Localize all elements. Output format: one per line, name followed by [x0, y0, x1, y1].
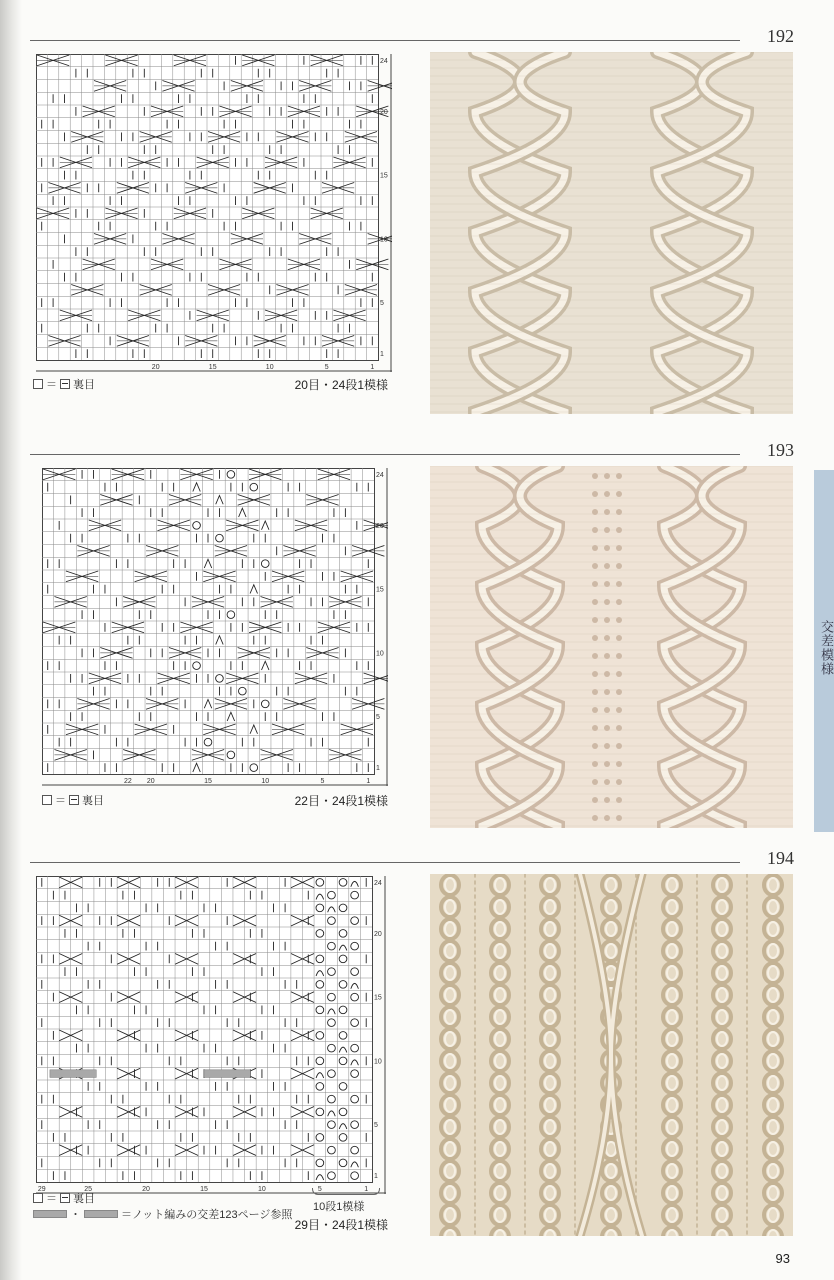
pattern-section-192	[0, 26, 834, 450]
swatch-photo	[430, 874, 793, 1236]
column-labels	[152, 364, 375, 371]
knitting-chart	[36, 876, 386, 1194]
row-label: 15	[380, 172, 388, 180]
column-label: 15	[208, 364, 217, 371]
column-label: 20	[142, 1186, 150, 1193]
swatch-photo	[430, 466, 793, 828]
repeat-info: 22目・24段1模様	[294, 794, 388, 808]
column-label: 1	[364, 1186, 369, 1193]
legend-equals: ＝	[46, 1193, 57, 1205]
column-label: 10	[261, 778, 270, 785]
legend-purl-label: 裏目	[73, 1193, 95, 1205]
knit-symbol-icon	[33, 1193, 43, 1203]
row-label: 20	[374, 930, 382, 938]
page-number: 93	[775, 1251, 790, 1266]
row-label: 5	[380, 300, 384, 308]
section-rule	[30, 862, 740, 863]
chart-legend	[42, 792, 104, 808]
repeat-info: 29目・24段1模様	[294, 1218, 388, 1232]
row-label: 1	[374, 1173, 378, 1181]
column-label: 1	[370, 364, 375, 371]
column-label: 15	[200, 1186, 208, 1193]
row-label: 10	[376, 650, 384, 658]
row-label: 15	[374, 994, 382, 1002]
chart-grid-lines	[36, 876, 373, 1183]
row-label: 24	[376, 471, 384, 479]
pattern-section-194	[0, 848, 834, 1272]
chart-legend	[33, 1190, 95, 1206]
knit-symbol-icon	[33, 379, 43, 389]
column-label: 1	[366, 778, 371, 785]
knit-symbol-icon	[42, 795, 52, 805]
column-label: 10	[258, 1186, 266, 1193]
pattern-number: 193	[761, 440, 794, 461]
sub-repeat-label: 10段1模様	[313, 1201, 365, 1213]
legend-equals: ＝	[46, 379, 57, 391]
row-labels	[376, 472, 384, 772]
column-label: 20	[151, 364, 160, 371]
knitting-chart	[42, 468, 388, 786]
column-label: 20	[146, 778, 155, 785]
knitting-chart	[36, 54, 392, 372]
row-label: 1	[380, 351, 384, 359]
row-label: 20	[376, 522, 384, 530]
chart-legend	[33, 376, 95, 392]
column-label: 15	[204, 778, 212, 785]
purl-symbol-icon	[69, 795, 79, 805]
knot-cross-symbol-icon	[84, 1210, 118, 1218]
purl-symbol-icon	[60, 1193, 70, 1203]
pattern-number: 194	[761, 848, 794, 869]
column-label: 29	[37, 1186, 46, 1193]
sub-repeat-bracket	[312, 1188, 380, 1195]
side-tab-label: 交差模様	[819, 620, 834, 676]
column-label: 5	[317, 1186, 322, 1193]
row-label: 15	[376, 586, 384, 594]
column-label: 25	[84, 1186, 93, 1193]
knot-note: ＝ノット編みの交差123ページ参照	[121, 1209, 293, 1221]
swatch-photo	[430, 52, 793, 414]
row-label: 10	[380, 236, 388, 244]
pattern-section-193	[0, 440, 834, 864]
legend-purl-label: 裏目	[82, 795, 104, 807]
row-label: 5	[376, 714, 380, 722]
pattern-number: 192	[761, 26, 794, 47]
row-labels	[374, 880, 382, 1180]
section-side-tab	[814, 470, 834, 832]
legend-purl-label: 裏目	[73, 379, 95, 391]
row-label: 1	[376, 765, 380, 773]
column-label: 10	[265, 364, 274, 371]
column-label: 5	[324, 364, 329, 371]
knot-separator: ・	[70, 1209, 81, 1221]
purl-symbol-icon	[60, 379, 70, 389]
section-rule	[30, 40, 740, 41]
section-rule	[30, 454, 740, 455]
knot-legend	[33, 1206, 292, 1222]
row-label: 20	[380, 108, 388, 116]
column-label: 22	[123, 778, 132, 785]
column-label: 5	[320, 778, 325, 785]
knot-cross-symbol-icon	[33, 1210, 67, 1218]
column-labels	[124, 778, 370, 785]
row-label: 24	[380, 57, 388, 65]
row-label: 10	[374, 1058, 382, 1066]
row-label: 24	[374, 879, 382, 887]
repeat-info: 20目・24段1模様	[294, 378, 388, 392]
legend-equals: ＝	[55, 795, 66, 807]
row-labels	[380, 58, 388, 358]
row-label: 5	[374, 1122, 378, 1130]
